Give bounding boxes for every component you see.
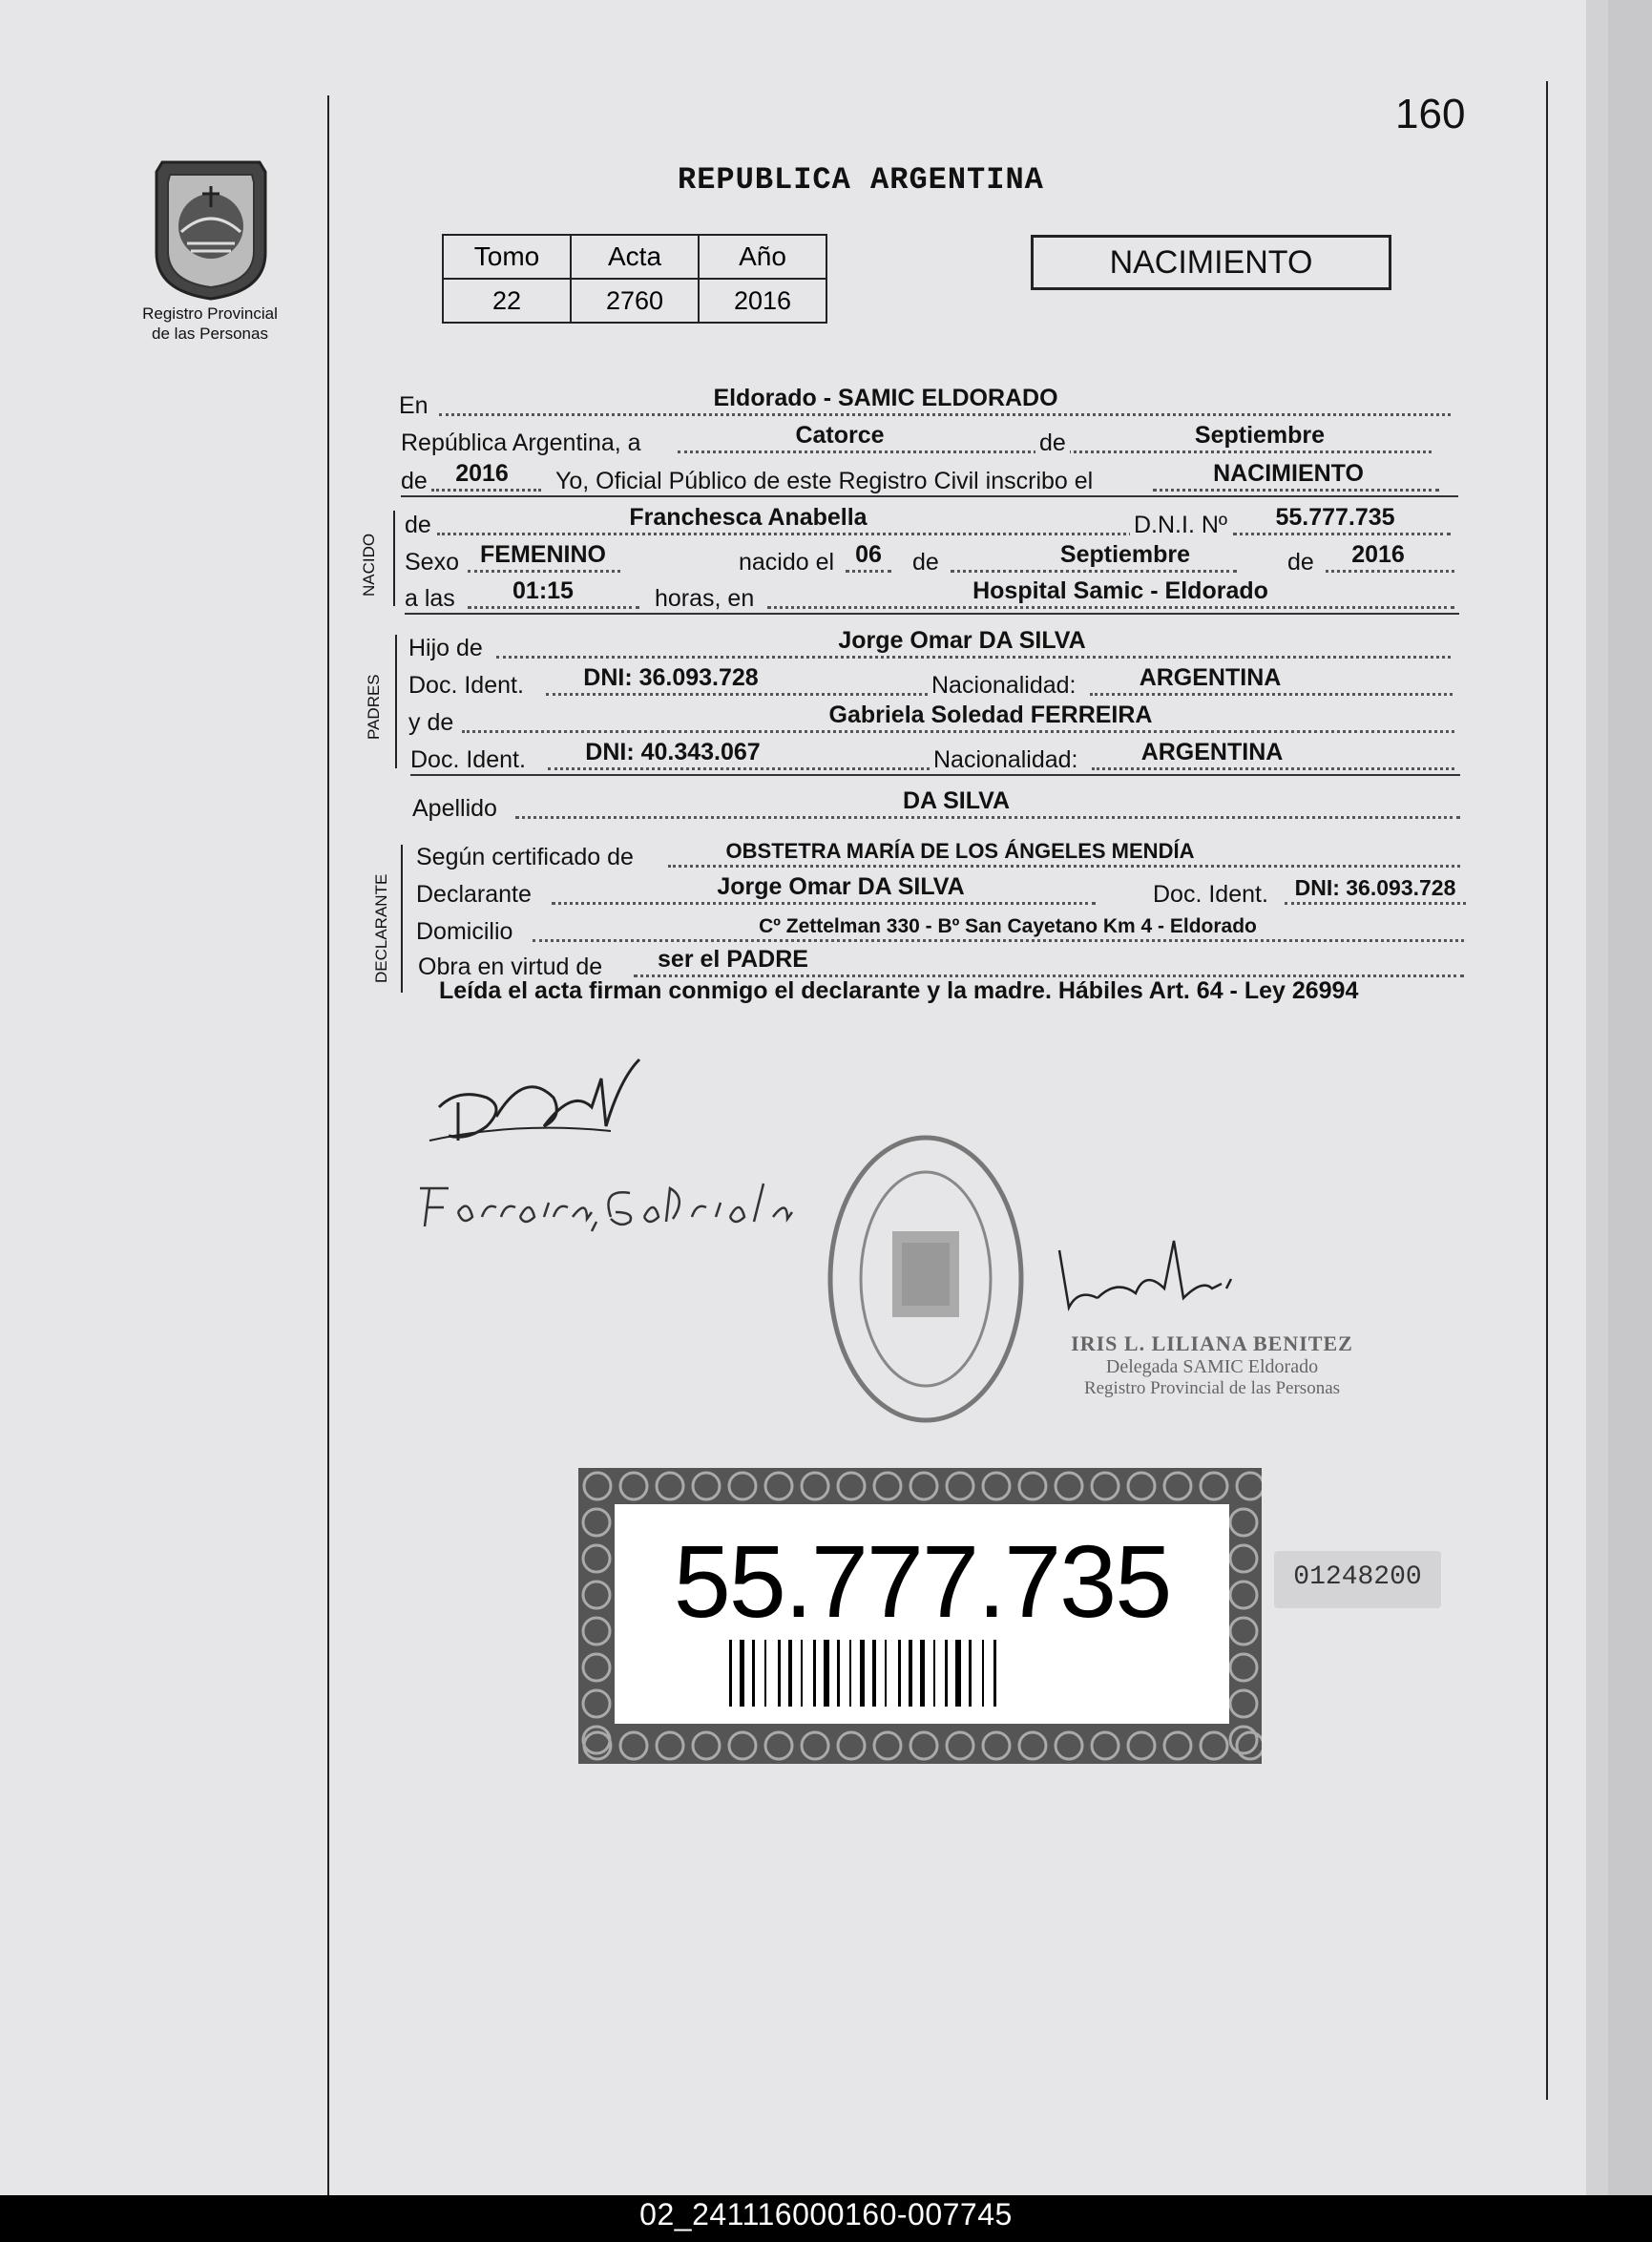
fecha-mes: Septiembre (1194, 422, 1326, 449)
dotted-line (1285, 902, 1466, 905)
label-de-anio-nac: de (1287, 549, 1314, 576)
document-type-box: NACIMIENTO (1031, 235, 1391, 290)
declarante-doc: DNI: 36.093.728 (1294, 875, 1456, 900)
padre-nombre: Jorge Omar DA SILVA (838, 627, 1086, 654)
nacido-section-label: NACIDO (360, 533, 378, 597)
declarante-nombre: Jorge Omar DA SILVA (717, 873, 965, 900)
row-certificado (416, 837, 1466, 871)
row-apellido (412, 788, 1462, 823)
acto-value: NACIMIENTO (1213, 460, 1364, 487)
barcode-icon (729, 1640, 1120, 1707)
serial-number: 01248200 (1293, 1562, 1422, 1592)
label-a-las: a las (405, 585, 455, 612)
page-number: 160 (1395, 91, 1466, 137)
tomo-value: 22 (443, 279, 571, 323)
label-doc-ident: Doc. Ident. (1153, 881, 1268, 908)
registry-name (115, 304, 305, 344)
madre-signature (410, 1169, 811, 1246)
fecha-dia: Catorce (795, 422, 885, 449)
row-nacido-sexo (405, 542, 1459, 576)
dotted-line (1153, 489, 1439, 492)
label-apellido: Apellido (412, 795, 497, 822)
anio-value: 2016 (699, 279, 826, 323)
dotted-line (951, 570, 1237, 573)
label-de-anio: de (401, 468, 428, 494)
padre-doc: DNI: 36.093.728 (583, 664, 759, 691)
padre-nacionalidad: ARGENTINA (1139, 664, 1282, 691)
nacido-bracket (393, 511, 395, 606)
dotted-line (468, 570, 620, 573)
nacido-lugar: Hospital Samic - Eldorado (972, 577, 1268, 604)
dotted-line (546, 693, 928, 696)
nacido-mes: Septiembre (1059, 541, 1191, 568)
label-declarante: Declarante (416, 881, 532, 908)
nacido-dni: 55.777.735 (1275, 504, 1395, 531)
dotted-line (548, 767, 930, 770)
dotted-line (1326, 570, 1454, 573)
dotted-line (552, 902, 1096, 905)
nacido-nombre: Franchesca Anabella (629, 504, 868, 531)
anio-header: Año (699, 235, 826, 279)
dotted-line (1090, 693, 1453, 696)
label-republica: República Argentina, a (401, 430, 641, 456)
dotted-line (468, 606, 639, 609)
document-title: REPUBLICA ARGENTINA (678, 162, 1044, 198)
row-hijo-de (408, 628, 1458, 662)
dotted-line (439, 413, 1451, 416)
domicilio-value: Cº Zettelman 330 - Bº San Cayetano Km 4 - Eldorado (759, 915, 1257, 937)
serial-box (1274, 1551, 1441, 1608)
official-signature (1050, 1231, 1279, 1327)
closing-statement: Leída el acta firman conmigo el declarante y la madre. Hábiles Art. 64 - Ley 26994 (439, 977, 1359, 1004)
official-name: IRIS L. LILIANA BENITEZ (1071, 1331, 1353, 1355)
declarante-bracket (401, 845, 403, 993)
declarante-signature (420, 1050, 668, 1155)
dotted-line (462, 730, 1454, 733)
registry-name-line2: de las Personas (152, 325, 268, 343)
underline (410, 774, 1460, 776)
nacido-anio: 2016 (1351, 541, 1405, 568)
fecha-anio: 2016 (455, 460, 509, 487)
row-anio (401, 461, 1458, 495)
label-horas-en: horas, en (655, 585, 755, 612)
row-madre-doc (410, 740, 1460, 774)
registry-seal-stamp (821, 1126, 1031, 1432)
madre-nacionalidad: ARGENTINA (1140, 739, 1284, 765)
official-org: Registro Provincial de las Personas (1083, 1378, 1341, 1398)
label-nacionalidad: Nacionalidad: (933, 746, 1078, 773)
nacido-sexo: FEMENINO (480, 541, 606, 568)
row-declarante (416, 874, 1466, 909)
label-hijo-de: Hijo de (408, 635, 483, 661)
sticker-number: 55.777.735 (673, 1523, 1171, 1639)
label-de: de (1035, 430, 1070, 457)
row-lugar (399, 386, 1458, 420)
madre-nombre: Gabriela Soledad FERREIRA (828, 702, 1153, 728)
dotted-line (846, 570, 891, 573)
label-domicilio: Domicilio (416, 918, 513, 945)
dotted-line (767, 606, 1454, 609)
left-margin-line (327, 95, 329, 2195)
apellido-value: DA SILVA (902, 787, 1011, 814)
row-nacido-nombre (405, 505, 1459, 539)
label-y-de: y de (408, 709, 454, 736)
official-role: Delegada SAMIC Eldorado (1105, 1356, 1319, 1377)
madre-doc: DNI: 40.343.067 (585, 739, 761, 765)
label-nacido-el: nacido el (739, 549, 835, 576)
underline (401, 495, 1458, 497)
padres-bracket (395, 635, 397, 768)
dni-sticker (578, 1468, 1262, 1764)
sticker-card (615, 1504, 1229, 1724)
page-stack-edge-2 (1608, 0, 1652, 2195)
nacido-hora: 01:15 (512, 577, 574, 604)
label-de-mes: de (912, 549, 939, 576)
label-doc-ident: Doc. Ident. (410, 746, 526, 773)
dotted-line (533, 939, 1464, 942)
label-segun-certificado: Según certificado de (416, 844, 634, 870)
nacido-dia: 06 (855, 541, 882, 568)
dotted-line (437, 533, 1143, 535)
dotted-line (668, 865, 1460, 868)
row-domicilio (416, 911, 1466, 946)
label-doc-ident: Doc. Ident. (408, 672, 524, 699)
row-padre-doc (408, 665, 1458, 700)
tomo-header: Tomo (443, 235, 571, 279)
underline (405, 613, 1459, 615)
label-dni: D.N.I. Nº (1130, 512, 1231, 539)
dotted-line (496, 656, 1451, 659)
label-en: En (399, 392, 429, 419)
lugar-value: Eldorado - SAMIC ELDORADO (713, 385, 1058, 411)
acta-header: Acta (571, 235, 699, 279)
acta-value: 2760 (571, 279, 699, 323)
label-de-nombre: de (405, 512, 431, 538)
dotted-line (1092, 767, 1454, 770)
row-y-de (408, 702, 1458, 737)
dotted-line (515, 816, 1460, 819)
row-nacido-hora (405, 578, 1459, 613)
footer-code: 02_241116000160-007745 (639, 2197, 1013, 2232)
dotted-line (1233, 533, 1451, 535)
label-sexo: Sexo (405, 549, 459, 576)
official-stamp (1050, 1331, 1374, 1399)
right-margin-line (1546, 81, 1548, 2100)
label-nacionalidad: Nacionalidad: (931, 672, 1077, 699)
label-inscribo: Yo, Oficial Público de este Registro Civil inscribo el (555, 468, 1094, 494)
registry-name-line1: Registro Provincial (142, 304, 278, 323)
dotted-line (431, 489, 541, 492)
label-obra-en-virtud: Obra en virtud de (418, 953, 603, 980)
provincial-seal-icon (143, 148, 279, 301)
padres-section-label: PADRES (365, 674, 383, 740)
obra-value: ser el PADRE (658, 946, 808, 973)
acta-reference-table (442, 234, 827, 324)
declarante-section-label: DECLARANTE (372, 873, 390, 983)
row-fecha (401, 423, 1458, 457)
certificado-value: OBSTETRA MARÍA DE LOS ÁNGELES MENDÍA (725, 839, 1195, 863)
